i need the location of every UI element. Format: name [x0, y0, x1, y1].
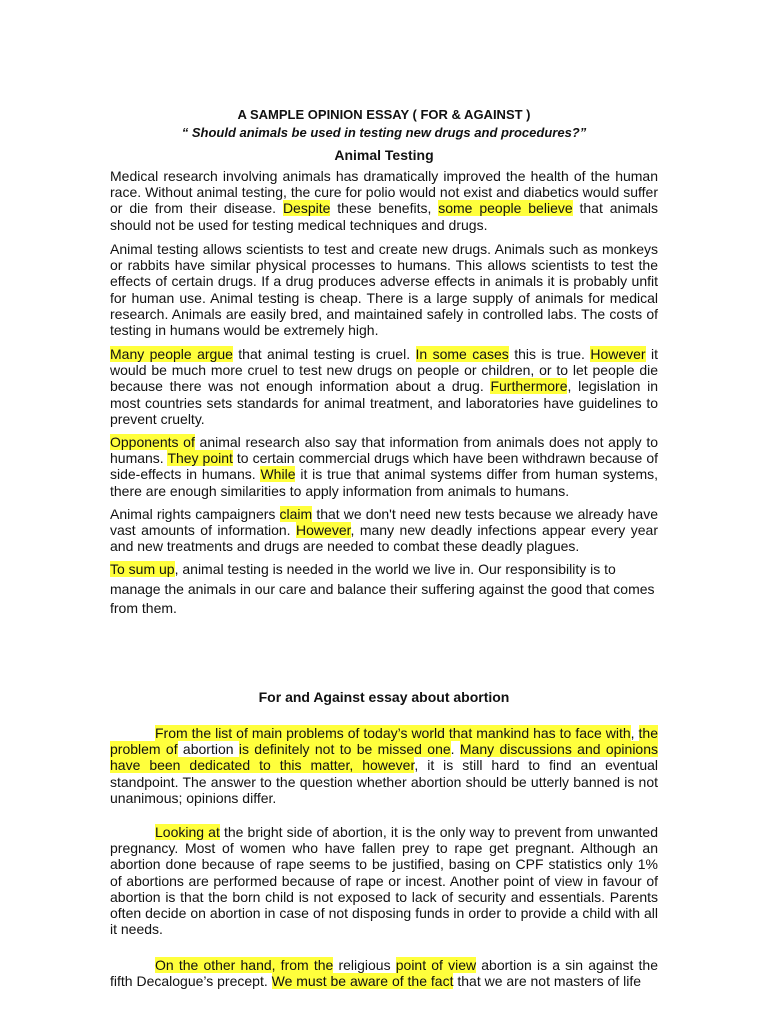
paragraph	[110, 434, 658, 499]
text-run: it would be much more cruel to test new drugs on people or children, or to let people die because there was not enough information about a drug.	[110, 346, 658, 395]
paragraph	[110, 725, 658, 806]
paragraph	[110, 506, 658, 555]
highlighted-phrase: We must be aware of the fact	[271, 973, 454, 990]
essay-question: “ Should animals be used in testing new drugs and procedures?”	[181, 125, 587, 140]
highlighted-phrase: the problem of	[110, 725, 658, 758]
highlighted-phrase: They point	[167, 450, 233, 467]
highlighted-phrase: claim	[279, 506, 313, 522]
text-run: that animals should not be used for testing medical techniques and drugs.	[110, 200, 659, 233]
text-run: , animal testing is needed in the world we live in. Our responsibility is to manage the animals in our care and balance their suffering against the good that comes from them.	[110, 561, 655, 616]
text-run: Animal testing allows scientists to test and create new drugs. Animals such as monkeys or rabbits have similar physical processes to humans. This allows scientists to test the effects of certain drugs. If a drug produces adverse effects in animals it is probably unfit for human use. Animal testing is cheap. There is a large supply of animals for medical research. Animals are easily bred, and maintained safely in controlled labs. The costs of testing in humans would be extremely high.	[110, 241, 658, 339]
paragraph	[110, 957, 658, 989]
highlighted-phrase: Many discussions and opinions have been dedicated to this matter, however	[110, 741, 659, 774]
highlighted-phrase: Furthermore	[490, 378, 568, 395]
paragraph	[110, 824, 658, 937]
text-run: , legislation in most countries sets standards for animal treatment, and laboratories have guidelines to prevent cruelty.	[110, 378, 658, 427]
essay-title: A SAMPLE OPINION ESSAY ( FOR & AGAINST )	[237, 107, 531, 122]
text-run: religious	[333, 957, 396, 973]
text-run: to certain commercial drugs which have been withdrawn because of side-effects in humans.	[110, 450, 659, 483]
highlighted-phrase: To sum up	[110, 561, 175, 577]
text-run: that we are not masters of life	[453, 973, 641, 990]
text-run: ,	[630, 725, 639, 741]
highlighted-phrase: point of view	[395, 957, 477, 973]
paragraph	[110, 241, 658, 338]
text-run: Animal rights campaigners	[110, 506, 280, 522]
text-run: , it is still hard to find an eventual standpoint. The answer to the question whether abortion should be utterly banned is not unanimous; opinions differ.	[110, 757, 658, 806]
text-run: .	[450, 741, 460, 758]
highlighted-phrase: is definitely not to be missed one	[238, 741, 451, 758]
highlighted-phrase: Many people argue	[110, 346, 233, 362]
text-run: this is true.	[508, 346, 591, 362]
section-heading-animal-testing: Animal Testing	[334, 147, 434, 163]
paragraph	[110, 168, 658, 233]
highlighted-phrase: In some cases	[415, 346, 509, 362]
highlighted-phrase: Despite	[282, 200, 331, 217]
highlighted-phrase: On the other hand, from the	[155, 957, 334, 973]
highlighted-phrase: some people believe	[438, 200, 573, 217]
text-run: it is true that animal systems differ from human systems, there are enough similarities to apply information from animals to humans.	[110, 466, 658, 499]
text-run: abortion	[177, 741, 239, 758]
highlighted-phrase: However	[590, 346, 646, 362]
text-run: abortion is a sin against the fifth Decalogue’s precept.	[110, 957, 658, 990]
paragraph	[110, 560, 658, 619]
highlighted-phrase: From the list of main problems of today’s world that mankind has to face with	[155, 725, 631, 741]
text-run: the bright side of abortion, it is the only way to prevent from unwanted pregnancy. Most of women who have fallen prey to rape get pregnant. Although an abortion done because of rape seems to be justified, basing on CPF statistics only 1% of abortions are performed because of rape or incest. Another point of view in favour of abortion is that the born child is not exposed to lack of security and essentials. Parents often decide on abortion in case of not disposing funds in order to provide a child with all it needs.	[110, 824, 658, 938]
text-run: animal research also say that information from animals does not apply to humans.	[110, 434, 659, 467]
section-heading-abortion: For and Against essay about abortion	[258, 689, 510, 705]
text-run: , many new deadly infections appear every year and new treatments and drugs are needed to combat these deadly plagues.	[110, 522, 658, 555]
highlighted-phrase: Looking at	[155, 824, 220, 840]
text-run: these benefits,	[330, 200, 439, 217]
paragraph	[110, 346, 658, 427]
text-run: that we don't need new tests because we already have vast amounts of information.	[110, 506, 658, 539]
text-run: that animal testing is cruel.	[232, 346, 416, 362]
highlighted-phrase: Opponents of	[110, 434, 195, 450]
highlighted-phrase: While	[260, 466, 296, 483]
text-run: Medical research involving animals has dramatically improved the health of the human race. Without animal testing, the cure for polio would not exist and diabetics would suffer or die from their disease.	[110, 168, 658, 217]
highlighted-phrase: However	[296, 522, 351, 539]
